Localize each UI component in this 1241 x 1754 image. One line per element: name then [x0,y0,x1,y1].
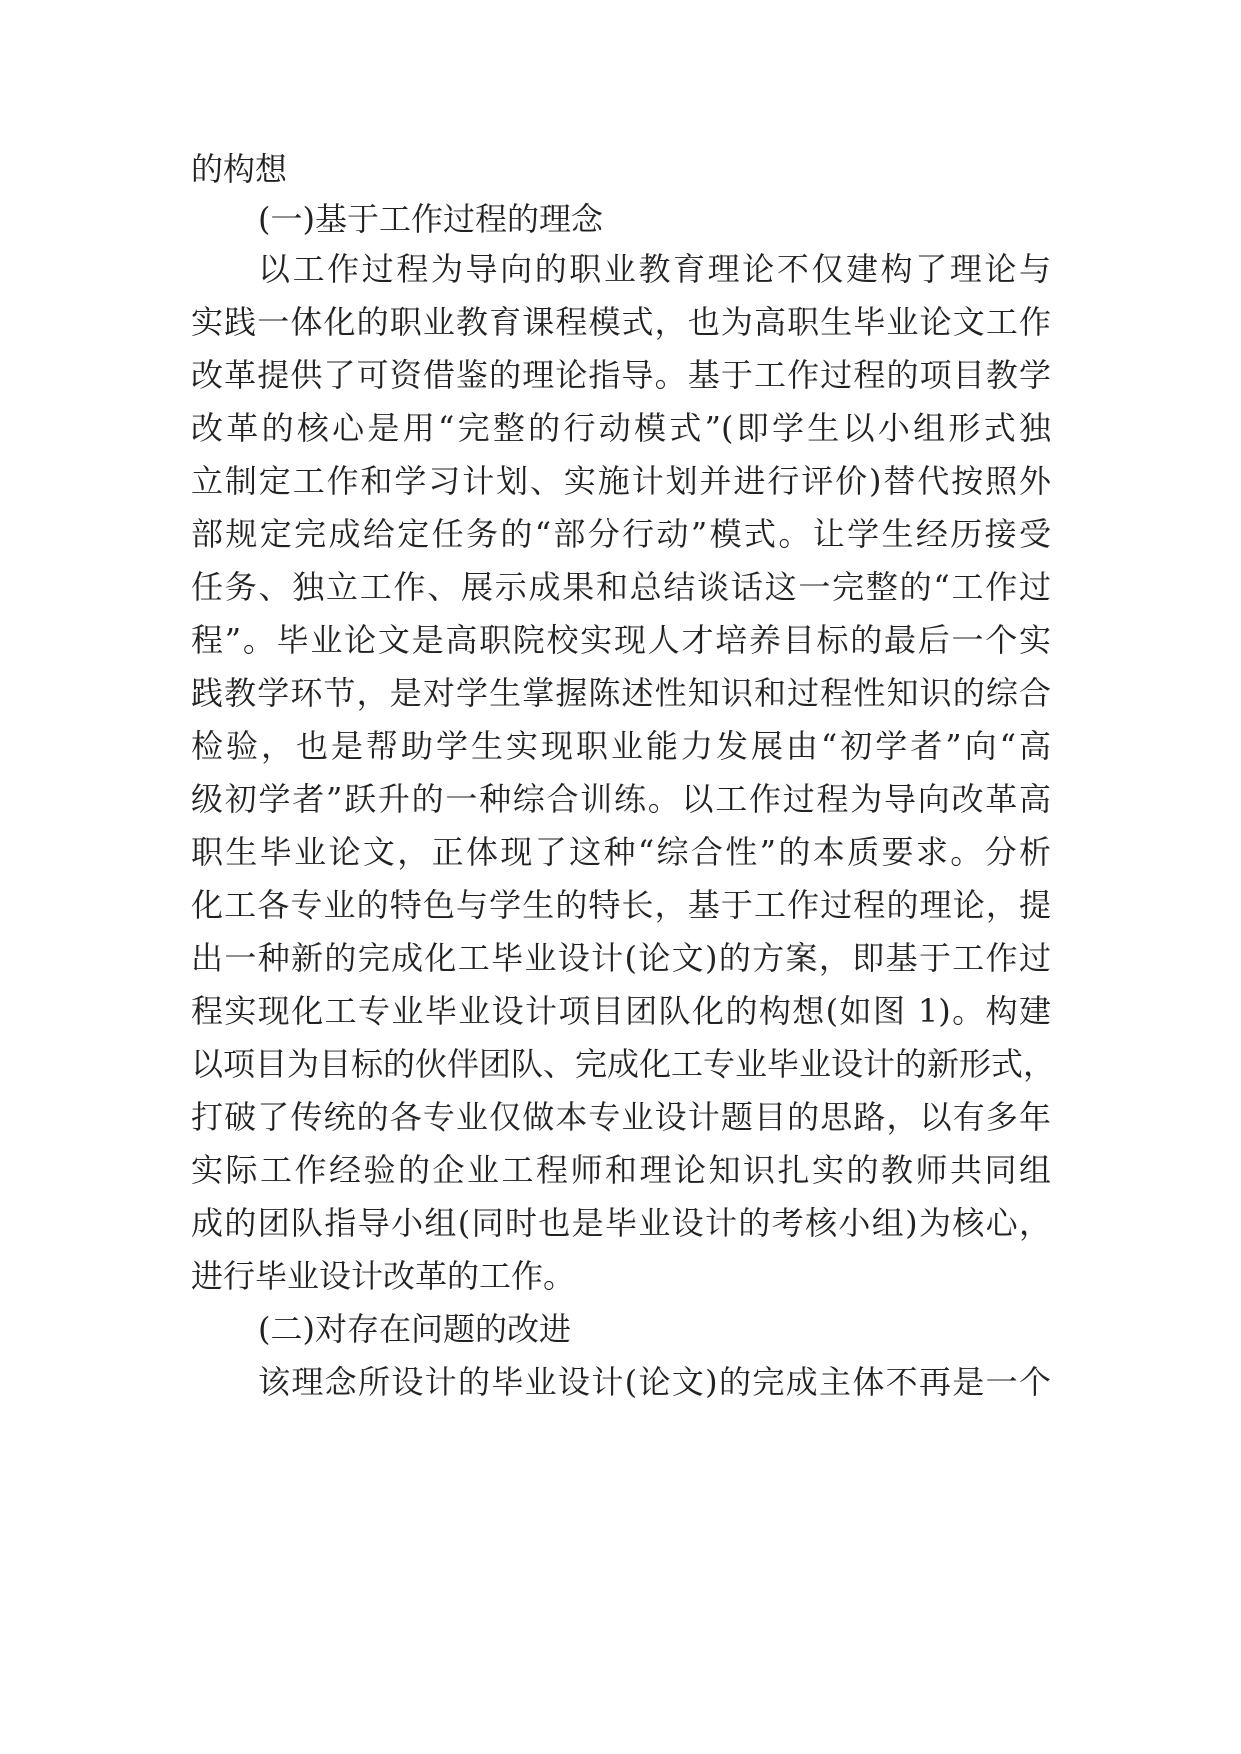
paragraph-line: 成的团队指导小组(同时也是毕业设计的考核小组)为核心， [191,1204,1051,1242]
section-heading-2: (二)对存在问题的改进 [258,1310,571,1348]
paragraph-line: 实践一体化的职业教育课程模式，也为高职生毕业论文工作 [191,303,1051,341]
paragraph-line: 级初学者”跃升的一种综合训练。以工作过程为导向改革高 [191,780,1051,818]
paragraph-line: 部规定完成给定任务的“部分行动”模式。让学生经历接受 [191,515,1051,553]
paragraph-line: 立制定工作和学习计划、实施计划并进行评价)替代按照外 [191,462,1051,500]
paragraph-line: 出一种新的完成化工毕业设计(论文)的方案，即基于工作过 [191,939,1051,977]
paragraph-line: 该理念所设计的毕业设计(论文)的完成主体不再是一个 [258,1363,1051,1401]
paragraph-line: 程实现化工专业毕业设计项目团队化的构想(如图 1)。构建 [191,992,1051,1030]
paragraph-line: 打破了传统的各专业仅做本专业设计题目的思路，以有多年 [191,1098,1051,1136]
paragraph-line: 检验，也是帮助学生实现职业能力发展由“初学者”向“高 [191,727,1051,765]
paragraph-line: 任务、独立工作、展示成果和总结谈话这一完整的“工作过 [191,568,1051,606]
paragraph-line: 实际工作经验的企业工程师和理论知识扎实的教师共同组 [191,1151,1051,1189]
paragraph-line: 化工各专业的特色与学生的特长，基于工作过程的理论，提 [191,886,1051,924]
paragraph-line: 以工作过程为导向的职业教育理论不仅建构了理论与 [258,250,1051,288]
paragraph-line: 以项目为目标的伙伴团队、完成化工专业毕业设计的新形式， [191,1045,1056,1083]
paragraph-line: 改革提供了可资借鉴的理论指导。基于工作过程的项目教学 [191,356,1051,394]
text-line-section-end: 的构想 [191,150,288,188]
paragraph-line: 程”。毕业论文是高职院校实现人才培养目标的最后一个实 [191,621,1051,659]
paragraph-line: 改革的核心是用“完整的行动模式”(即学生以小组形式独 [191,409,1051,447]
paragraph-line: 职生毕业论文，正体现了这种“综合性”的本质要求。分析 [191,833,1051,871]
paragraph-line-last: 进行毕业设计改革的工作。 [191,1257,576,1295]
paragraph-line: 践教学环节，是对学生掌握陈述性知识和过程性知识的综合 [191,674,1051,712]
section-heading-1: (一)基于工作过程的理念 [258,200,603,238]
